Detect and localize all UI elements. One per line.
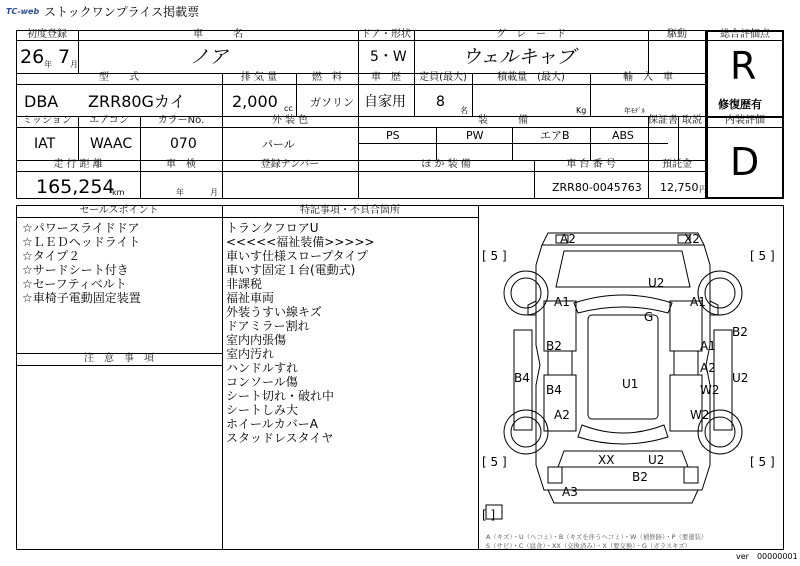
list-item: ハンドルすれ — [226, 361, 299, 375]
capacity: 8 — [436, 94, 445, 110]
tire-count-fr: [ 5 ] — [750, 249, 775, 263]
tire-count-rr: [ 5 ] — [750, 455, 775, 469]
label-displacement: 排 気 量 — [240, 72, 278, 83]
notes-list — [226, 221, 375, 445]
label-manual: 取説 — [682, 115, 702, 126]
mark-right-b: B2 — [732, 325, 748, 339]
inspection-month-unit: 月 — [210, 188, 218, 197]
mark-left-rear: A2 — [554, 408, 570, 422]
mark-rear-xx: XX — [598, 453, 615, 467]
list-item: 車いす仕様スロープタイプ — [226, 249, 368, 263]
list-item: ☆ＬＥＤヘッドライト — [22, 235, 141, 249]
mark-rear-a3: A3 — [562, 485, 578, 499]
trunk — [558, 451, 688, 467]
label-drive: 駆動 — [667, 29, 687, 40]
list-item: ☆タイプ２ — [22, 249, 81, 263]
mark-left-rear-door: B4 — [546, 383, 562, 397]
mark-right-sill: U2 — [732, 371, 749, 385]
label-other-equipment: ほ か 装 備 — [421, 159, 471, 170]
color-no: 070 — [170, 136, 197, 152]
overall-grade: R — [730, 44, 757, 88]
logo: TC-web — [6, 7, 40, 16]
legend-line-2: S（サビ）・C（腐食）・XX（交換済み）・X（要交換）・G（ガラスキズ） — [486, 542, 692, 550]
mark-left-front-door: B2 — [546, 339, 562, 353]
label-first-reg: 初度登録 — [27, 29, 67, 40]
left-mid-pillar — [548, 351, 572, 375]
list-item: <<<<<福祉装備>>>>> — [226, 235, 375, 249]
label-notes: 特記事項・不具合箇所 — [300, 205, 400, 216]
right-mid-pillar — [674, 351, 698, 375]
list-item: 室内汚れ — [226, 347, 275, 361]
label-reg-plate: 登録ナンバー — [260, 159, 320, 170]
label-cautions: 注 意 事 項 — [84, 353, 154, 364]
list-item: コンソール傷 — [226, 375, 298, 389]
list-item: ☆サードシート付き — [22, 263, 129, 277]
inspection-year-unit: 年 — [176, 188, 184, 197]
mark-front-right: X2 — [684, 232, 700, 246]
label-fuel: 燃 料 — [312, 72, 342, 83]
list-item: 非課税 — [226, 277, 263, 291]
first-reg-month-unit: 月 — [70, 60, 78, 69]
interior-grade: D — [730, 140, 760, 184]
mileage: 165,254 — [36, 176, 115, 198]
list-item: 車いす固定１台(電動式) — [226, 263, 356, 277]
mark-right-rear: W2 — [690, 408, 710, 422]
list-item: 福祉車両 — [226, 291, 275, 305]
first-reg-year: 26 — [20, 46, 45, 68]
list-item: ☆セーフティベルト — [22, 277, 127, 291]
mark-floor: U1 — [622, 377, 639, 391]
overall-grade-sub: 修復歴有 — [718, 98, 762, 111]
label-price: 預託金 — [662, 159, 692, 170]
rear-glass — [578, 425, 668, 444]
mark-rear-u2: U2 — [648, 453, 665, 467]
label-interior-grade: 内装評価 — [725, 115, 765, 126]
label-warranty: 保証書 — [648, 115, 678, 126]
list-item: ドアミラー割れ — [226, 319, 310, 333]
load-unit: Kg — [576, 106, 587, 115]
list-item: ホイールカバーA — [226, 417, 318, 431]
label-sales-points: セールスポイント — [79, 205, 159, 216]
hood — [556, 251, 690, 287]
list-item: シートしみ大 — [226, 403, 299, 417]
label-color-no: カラーNo. — [157, 115, 205, 126]
legend-line-1: A（キズ）・U（ヘコミ）・B（キズを伴うヘコミ）・W（補修跡）・P（要塗装） — [486, 533, 708, 541]
label-exterior-color: 外 装 色 — [271, 115, 309, 126]
label-equipment: 装 備 — [478, 115, 528, 126]
mark-right-front-door: A1 — [700, 339, 716, 353]
equip-pw: PW — [466, 129, 484, 142]
history: 自家用 — [364, 94, 406, 110]
label-car-name: 車 名 — [193, 29, 243, 40]
list-item: トランクフロアU — [226, 221, 319, 235]
mark-hood: U2 — [648, 276, 665, 290]
list-item: 室内内張傷 — [226, 333, 287, 347]
mark-fl-fender: A1 — [554, 295, 570, 309]
label-import: 輸 入 車 — [623, 72, 673, 83]
vin: ZRR80-0045763 — [552, 181, 642, 194]
label-overall-grade: 総合評価点 — [720, 29, 770, 40]
grade-value: ウェルキャブ — [462, 46, 576, 68]
fuel: ガソリン — [310, 96, 354, 109]
tire-count-fl: [ 5 ] — [482, 249, 507, 263]
model-prefix: DBA — [24, 92, 59, 111]
list-item: ☆パワースライドドア — [22, 221, 140, 235]
car-diagram — [478, 205, 784, 550]
rear-lamp-right — [684, 467, 698, 483]
mark-fr-fender: A1 — [690, 295, 706, 309]
price: 12,750 — [660, 181, 699, 194]
mark-right-rear-w: W2 — [700, 383, 720, 397]
first-reg-month: 7 — [58, 46, 71, 68]
mark-front-left: A2 — [560, 232, 576, 246]
roof — [588, 315, 658, 419]
version: ver 00000001 — [736, 552, 798, 561]
label-mission: ミッション — [22, 115, 72, 126]
windshield — [574, 295, 672, 313]
label-aircon: エアコン — [89, 115, 129, 126]
label-vin: 車 台 番 号 — [566, 159, 616, 170]
price-unit: 円 — [699, 185, 707, 194]
right-side-panel — [714, 330, 732, 430]
right-rear-door — [670, 375, 702, 431]
rear-lamp-left — [548, 467, 562, 483]
exterior-color: パール — [262, 138, 295, 151]
label-grade: グ レ ー ド — [496, 29, 566, 40]
label-mileage: 走 行 距 離 — [53, 159, 103, 170]
capacity-unit: 名 — [460, 106, 468, 115]
car-name: ノア — [190, 46, 229, 68]
mark-left-sill: B4 — [514, 371, 530, 385]
list-item: ☆車椅子電動固定装置 — [22, 291, 141, 305]
list-item: 外装うすい線キズ — [226, 305, 322, 319]
label-load: 積載量 (最大) — [497, 72, 565, 83]
import-unit: 年ﾓﾃﾞﾙ — [624, 107, 645, 115]
first-reg-year-unit: 年 — [44, 60, 52, 69]
aircon: WAAC — [90, 136, 133, 152]
list-item: スタッドレスタイヤ — [226, 431, 334, 445]
equip-ps: PS — [386, 129, 400, 142]
displacement: 2,000 — [232, 92, 278, 111]
label-history: 車 歴 — [371, 72, 401, 83]
mark-bumper: B2 — [632, 470, 648, 484]
equip-abs: ABS — [612, 129, 634, 142]
displacement-unit: cc — [284, 104, 293, 113]
body-outline — [536, 245, 710, 490]
label-capacity: 定員(最大) — [419, 72, 467, 83]
page-title: ストックワンプライス掲載票 — [44, 5, 200, 19]
mark-right-rear-a: A2 — [700, 361, 716, 375]
model: ZRR80Gカイ — [88, 92, 186, 111]
sales-points-list — [22, 221, 141, 305]
label-model: 型 式 — [99, 72, 139, 83]
mission: IAT — [34, 136, 56, 152]
label-door-type: ドア・形状 — [361, 29, 411, 40]
door-type: 5・W — [370, 49, 407, 65]
tire-count-rl: [ 5 ] — [482, 455, 507, 469]
mileage-unit: km — [112, 188, 125, 197]
equip-airbag: エアB — [540, 129, 570, 142]
label-inspection: 車 検 — [166, 159, 196, 170]
mark-roof: G — [644, 310, 654, 324]
list-item: シート切れ・破れ中 — [226, 389, 335, 403]
spare-count: [ ] — [482, 508, 496, 522]
